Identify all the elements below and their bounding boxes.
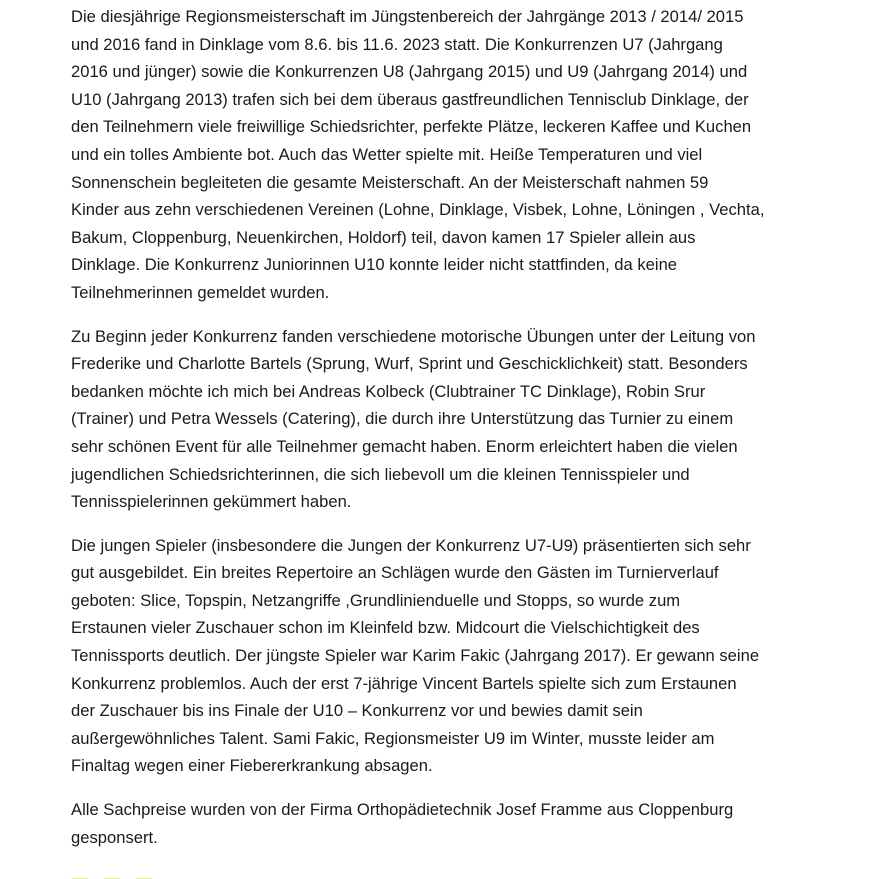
text-line: den Teilnehmern viele freiwillige Schiedsrichter, perfekte Plätze, leckeren Kaffee und Kuchen (71, 117, 752, 137)
text-line: Alle Sachpreise wurden von der Firma Orthopädietechnik Josef Framme aus Cloppenburg (71, 800, 734, 820)
text-line: 2016 und jünger) sowie die Konkurrenzen U8 (Jahrgang 2015) und U9 (Jahrgang 2014) und (71, 62, 748, 82)
text-line: Teilnehmerinnen gemeldet wurden. (71, 282, 330, 302)
text-line: geboten: Slice, Topspin, Netzangriffe ,Grundlinienduelle und Stopps, so wurde zum (71, 590, 681, 610)
text-line: Finaltag wegen einer Fiebererkrankung absagen. (71, 756, 433, 776)
text-line: Dinklage. Die Konkurrenz Juniorinnen U10 konnte leider nicht stattfinden, da keine (71, 255, 678, 275)
text-line: gut ausgebildet. Ein breites Repertoire an Schlägen wurde den Gästen im Turnierverlauf (71, 563, 719, 583)
text-line: und 2016 fand in Dinklage vom 8.6. bis 11.6. 2023 statt. Die Konkurrenzen U7 (Jahrgang (71, 34, 723, 54)
text-line: und ein tolles Ambiente bot. Auch das Wetter spielte mit. Heiße Temperaturen und viel (71, 144, 703, 164)
text-line: sehr schönen Event für alle Teilnehmer gemacht haben. Enorm erleichtert haben die vielen (71, 436, 738, 456)
text-line: Tennissports deutlich. Der jüngste Spieler war Karim Fakic (Jahrgang 2017). Er gewann seine (71, 646, 760, 666)
text-line: Konkurrenz problemlos. Auch der erst 7-jährige Vincent Bartels spielte sich zum Erstaunen (71, 673, 737, 693)
text-line: Sonnenschein begleiteten die gesamte Meisterschaft. An der Meisterschaft nahmen 59 (71, 172, 709, 192)
text-line: der Zuschauer bis ins Finale der U10 – Konkurrenz vor und bewies damit sein (71, 701, 643, 721)
text-line: Bakum, Cloppenburg, Neuenkirchen, Holdorf) teil, davon kamen 17 Spieler allein aus (71, 227, 696, 247)
text-line: Kinder aus zehn verschiedenen Vereinen (Lohne, Dinklage, Visbek, Lohne, Löningen , Vechta, (71, 200, 765, 220)
paragraph-intro (71, 3, 831, 307)
paragraph-acknowledgements (71, 323, 831, 516)
text-line: gesponsert. (71, 827, 158, 847)
text-line: Erstaunen vieler Zuschauer schon im Kleinfeld bzw. Midcourt die Vielschichtigkeit des (71, 618, 700, 638)
document-page (71, 3, 831, 867)
text-line: Tennisspielerinnen gekümmert haben. (71, 492, 352, 512)
text-line: bedanken möchte ich mich bei Andreas Kolbeck (Clubtrainer TC Dinklage), Robin Srur (71, 381, 706, 401)
paragraph-players (71, 532, 831, 780)
text-line: Die jungen Spieler (insbesondere die Jungen der Konkurrenz U7-U9) präsentierten sich sehr (71, 535, 751, 555)
paragraph-sponsor (71, 796, 831, 851)
cropped-line-fragment (71, 868, 181, 879)
text-line: Zu Beginn jeder Konkurrenz fanden verschiedene motorische Übungen unter der Leitung von (71, 326, 756, 346)
text-line: Die diesjährige Regionsmeisterschaft im Jüngstenbereich der Jahrgänge 2013 / 2014/ 2015 (71, 7, 744, 26)
text-line: Frederike und Charlotte Bartels (Sprung, Wurf, Sprint und Geschicklichkeit) statt. Besonders (71, 354, 748, 374)
text-line: U10 (Jahrgang 2013) trafen sich bei dem überaus gastfreundlichen Tennisclub Dinklage, der (71, 89, 749, 109)
text-line: außergewöhnliches Talent. Sami Fakic, Regionsmeister U9 im Winter, musste leider am (71, 728, 715, 748)
text-line: (Trainer) und Petra Wessels (Catering), die durch ihre Unterstützung das Turnier zu einem (71, 409, 734, 429)
text-line: jugendlichen Schiedsrichterinnen, die sich liebevoll um die kleinen Tennisspieler und (71, 464, 690, 484)
